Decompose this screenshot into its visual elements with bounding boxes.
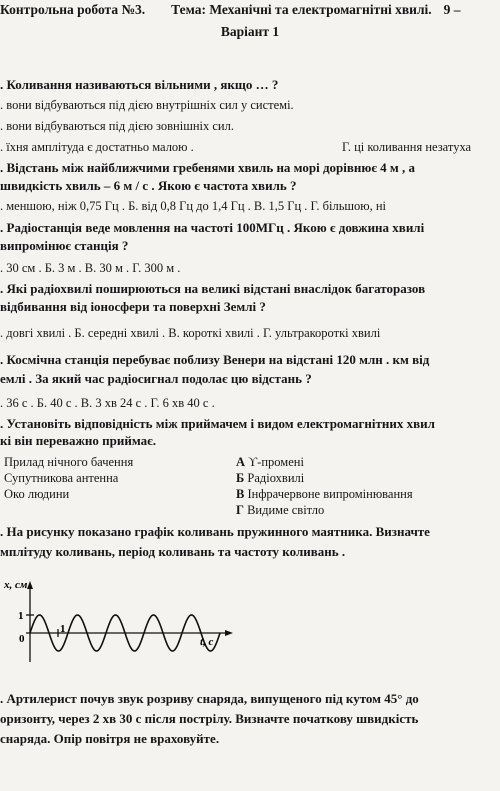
q1-option-c: . їхня амплітуда є достатньо малою . [0, 140, 194, 154]
origin-label: 0 [19, 633, 25, 645]
question-7-line-1: . На рисунку показано графік коливань пружинного маятника. Визначте [0, 524, 430, 539]
matching-left-item: Око людини [4, 487, 70, 501]
grade-number: 9 – [443, 2, 461, 17]
question-2-line-2: швидкість хвиль – 6 м / с . Якою є частота хвиль ? [0, 178, 297, 193]
matching-right-item: А ϒ-промені [236, 455, 304, 469]
q3-options: . 30 см . Б. 3 м . В. 30 м . Г. 300 м . [0, 261, 181, 275]
question-8-line-2: оризонту, через 2 хв 30 с після пострілу. Визначте початкову швидкість [0, 711, 419, 726]
y-tick-label: 1 [18, 610, 24, 622]
oscillation-graph [0, 578, 240, 668]
q1-option-b: . вони відбуваються під дією зовнішніх сил. [0, 119, 234, 133]
question-8-line-3: снаряда. Опір повітря не враховуйте. [0, 731, 220, 746]
matching-right-item: Г Видиме світло [236, 503, 325, 517]
question-6-line-1: . Установіть відповідність між приймачем і видом електромагнітних хвил [0, 416, 435, 431]
question-2-line-1: . Відстань між найближчими гребенями хвиль на морі дорівнює 4 м , а [0, 160, 416, 175]
q1-option-d: Г. ці коливання незатуха [342, 140, 472, 154]
question-8-line-1: . Артилерист почув звук розриву снаряда, випущеного під кутом 45° до [0, 691, 419, 706]
matching-right-item: В Інфрачервоне випромінювання [236, 487, 413, 501]
q2-options: . меншою, ніж 0,75 Гц . Б. від 0,8 Гц до 1,4 Гц . В. 1,5 Гц . Г. більшою, ні [0, 199, 387, 213]
q1-option-a: . вони відбуваються під дією внутрішніх сил у системі. [0, 98, 294, 112]
page-header [0, 2, 461, 18]
matching-right-item: Б Радіохвилі [236, 471, 305, 485]
question-4-line-1: . Які радіохвилі поширюються на великі відстані внаслідок багаторазов [0, 281, 426, 296]
x-axis-label: t, c [200, 636, 214, 648]
question-3-line-2: випромінює станція ? [0, 238, 129, 253]
x-tick-label: 1 [60, 623, 66, 635]
question-3-line-1: . Радіостанція веде мовлення на частоті 100МГц . Якою є довжина хвилі [0, 220, 425, 235]
question-1: . Коливання називаються вільними , якщо … ? [0, 77, 279, 92]
q4-options: . довгі хвилі . Б. середні хвилі . В. короткі хвилі . Г. ультракороткі хвилі [0, 326, 381, 340]
x-axis-arrow [225, 630, 233, 636]
matching-left-item: Прилад нічного бачення [4, 455, 134, 469]
question-6-line-2: кі він переважно приймає. [0, 433, 157, 448]
question-4-line-2: відбивання від іоносфери та поверхні Землі ? [0, 299, 266, 314]
y-axis-label: x, см [4, 579, 28, 591]
q5-options: . 36 с . Б. 40 с . В. 3 хв 24 с . Г. 6 хв 40 с . [0, 396, 215, 410]
question-5-line-1: . Космічна станція перебуває поблизу Венери на відстані 120 млн . км від [0, 352, 430, 367]
variant-title: Варіант 1 [220, 24, 280, 39]
matching-left-column [4, 454, 133, 502]
question-5-line-2: емлі . За який час радіосигнал подолає цю відстань ? [0, 371, 312, 386]
question-7-line-2: мплітуду коливань, період коливань та частоту коливань . [0, 544, 346, 559]
matching-left-item: Супутникова антенна [4, 471, 119, 485]
matching-right-column [236, 454, 413, 518]
test-title: Контрольна робота №3. [0, 2, 146, 17]
y-axis-arrow [27, 581, 33, 589]
test-topic: Тема: Механічні та електромагнітні хвилі. [171, 2, 432, 17]
